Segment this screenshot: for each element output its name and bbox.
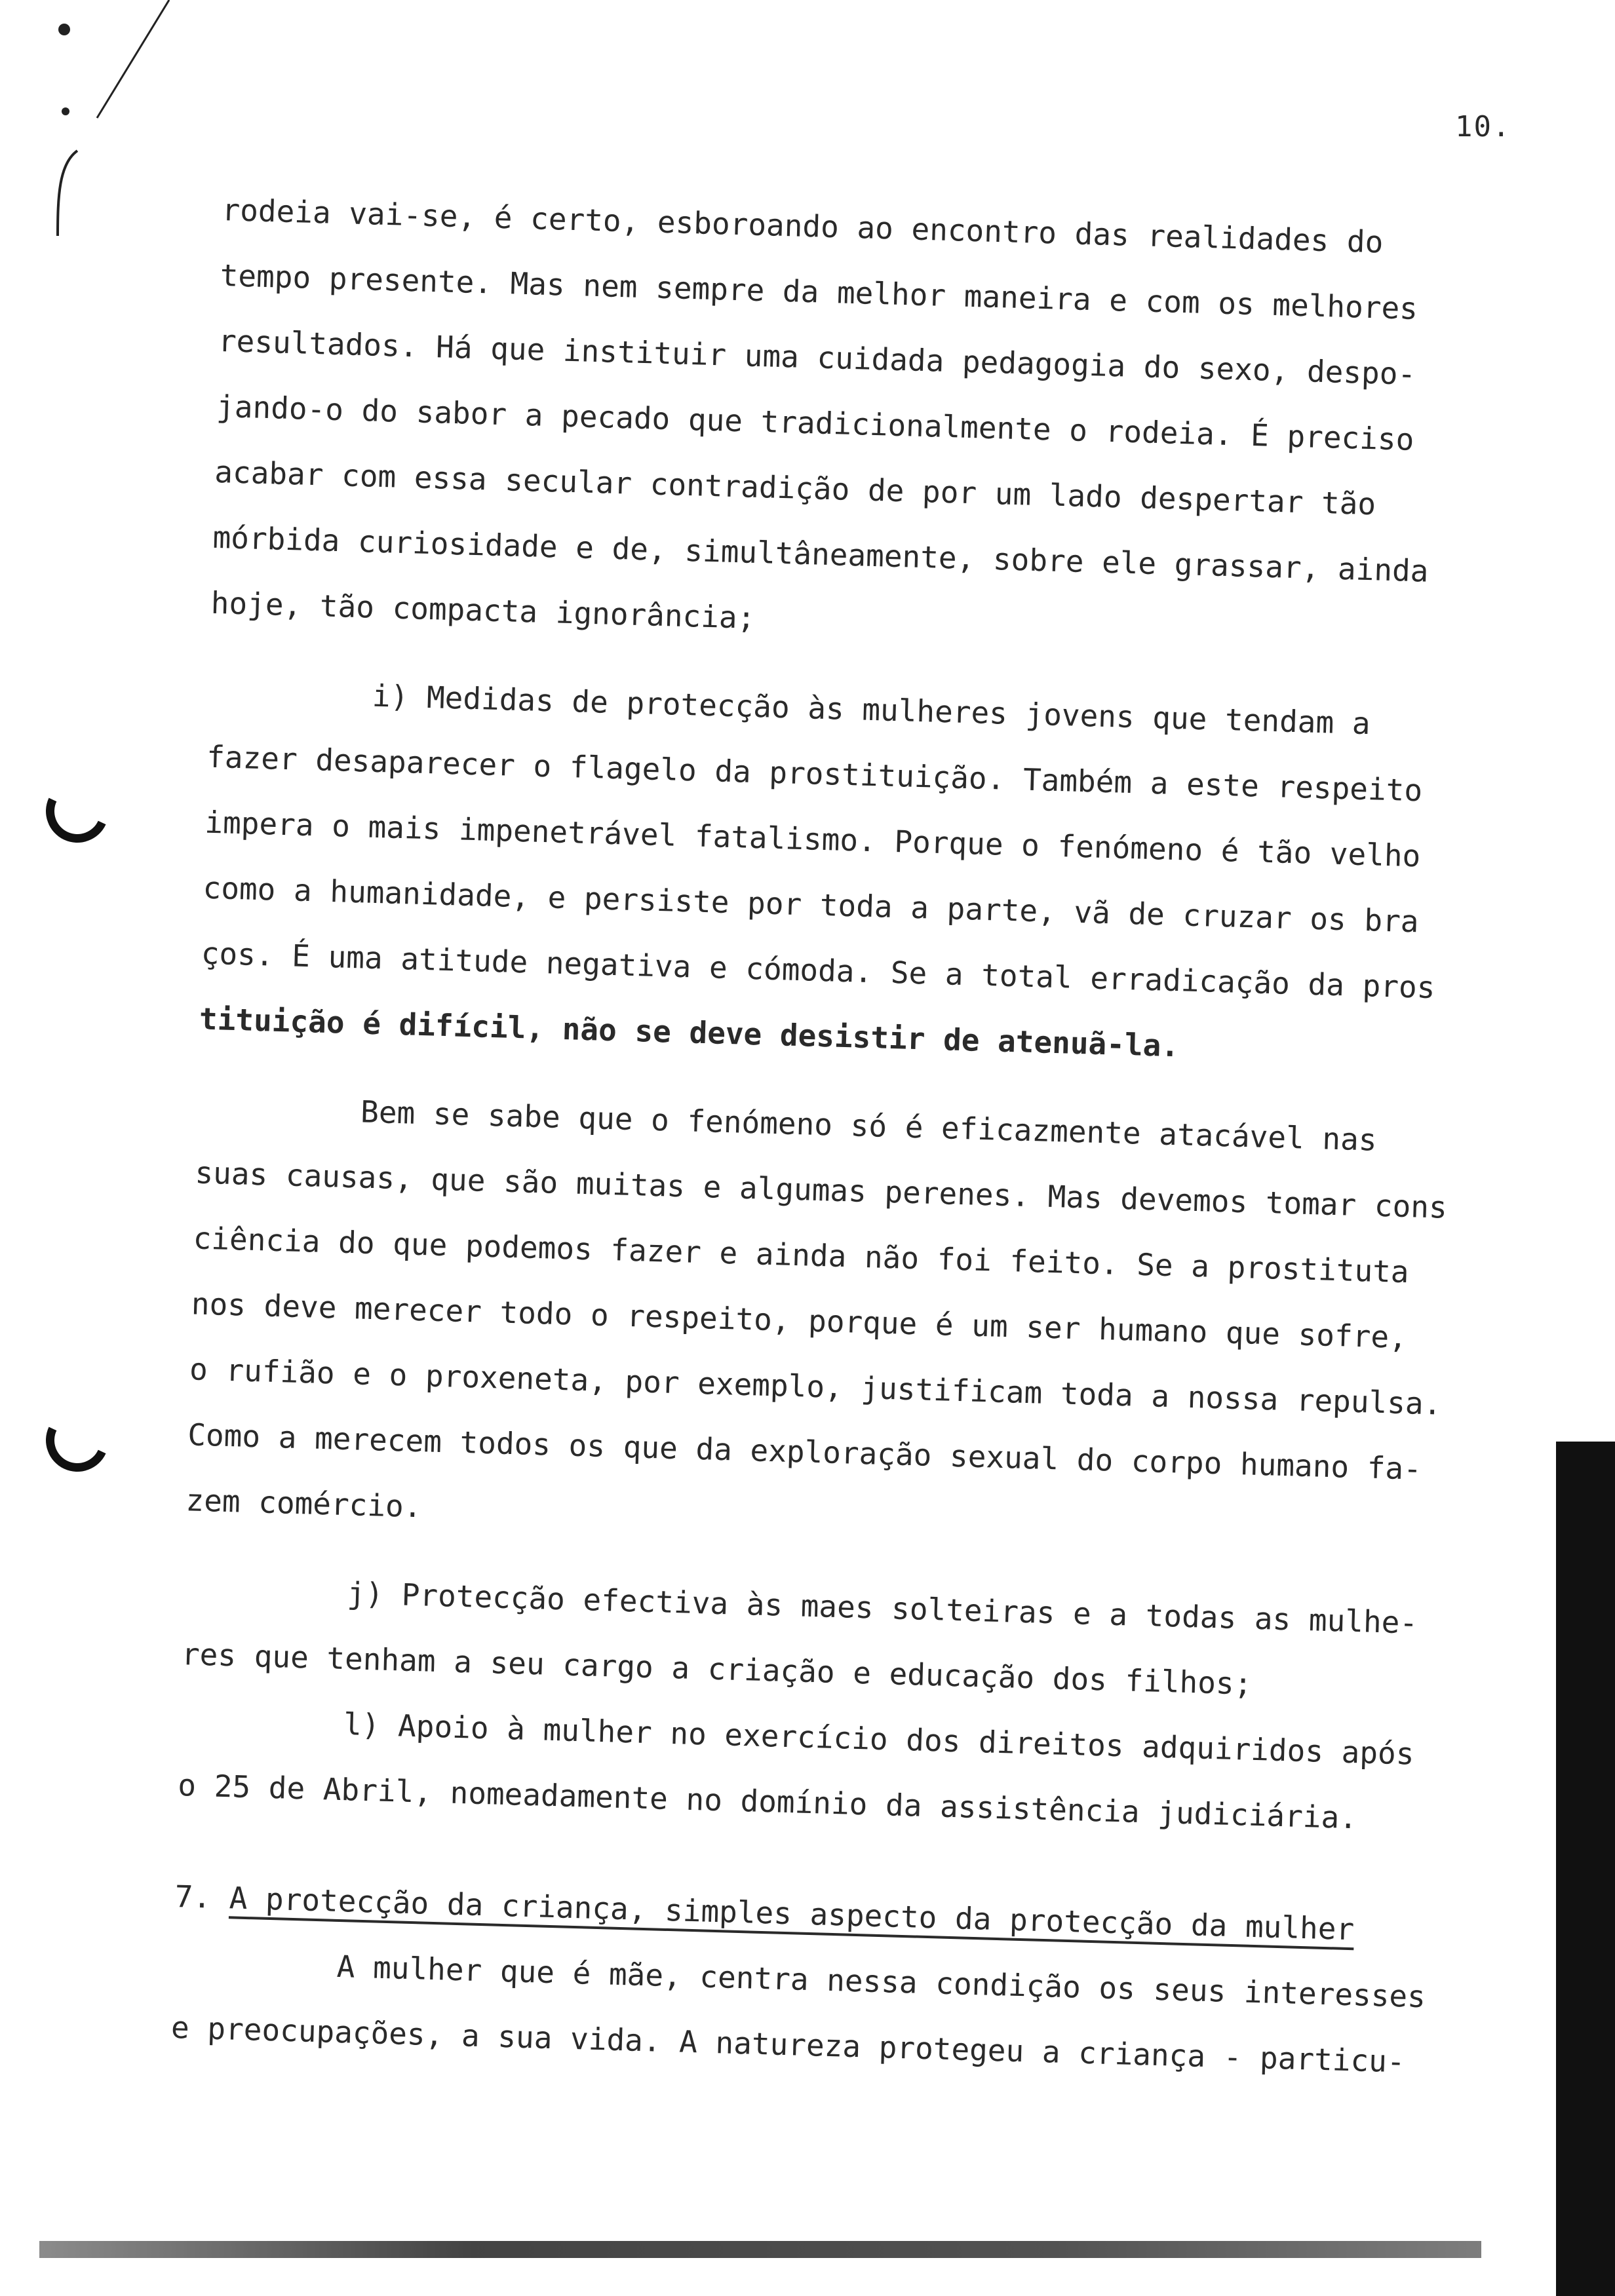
text-line: tituição é difícil, não se deve desistir de atenuã-la. [199,1001,1180,1064]
paragraph-sex-education [210,177,1527,672]
scan-bottom-edge [39,2241,1481,2258]
section-title: A protecção da criança, simples aspecto da protecção da mulher [229,1880,1355,1947]
text-line: e preocupações, a sua vida. A natureza protegeu a criança - particu- [170,2009,1406,2080]
text-line: hoje, tão compacta ignorância; [210,584,756,636]
section-number: 7. [174,1878,212,1915]
text-line: acabar com essa secular contradição de por um lado despertar tão [214,453,1376,522]
margin-pen-mark [18,0,176,249]
text-line: res que tenham a seu cargo a criação e educação dos filhos; [181,1636,1253,1702]
document-body [170,177,1527,2096]
text-line: mórbida curiosidade e de, simultâneamente, sobre ele grassar, ainda [212,519,1430,589]
text-line: resultados. Há que instituir uma cuidada pedagogia do sexo, despo- [218,322,1416,392]
text-line: impera o mais impenetrável fatalismo. Porque o fenómeno é tão velho [204,804,1422,874]
text-line: o 25 de Abril, nomeadamente no domínio da assistência judiciária. [177,1767,1358,1836]
punch-hole-bottom [37,1400,117,1480]
text-line: suas causas, que são muitas e algumas perenes. Mas devemos tomar cons [194,1155,1448,1225]
text-line: j) Protecção efectiva às maes solteiras e a todas as mulhe- [346,1575,1418,1641]
punch-hole-top [37,771,117,851]
text-line: A mulher que é mãe, centra nessa condição os seus interesses [336,1948,1426,2015]
text-line: Bem se sabe que o fenómeno só é eficazmente atacável nas [360,1094,1378,1158]
text-line: o rufião e o proxeneta, por exemplo, justificam toda a nossa repulsa. [189,1351,1443,1422]
text-line: como a humanidade, e persiste por toda a parte, vã de cruzar os bra [202,870,1420,940]
text-line: Como a merecem todos os que da exploração sexual do corpo humano fa- [187,1417,1422,1487]
text-line: rodeia vai-se, é certo, esboroando ao encontro das realidades do [221,191,1384,260]
text-line: nos deve merecer todo o respeito, porque é um ser humano que sofre, [191,1286,1408,1356]
text-line: i) Medidas de protecção às mulheres jovens que tendam a [372,678,1371,742]
text-line: ços. É uma atitude negativa e cómoda. Se a total erradicação da pros [201,935,1436,1006]
scan-edge-shadow [1556,1442,1615,2296]
text-line: tempo presente. Mas nem sempre da melhor maneira e com os melhores [220,257,1418,326]
text-line: l) Apoio à mulher no exercício dos direitos adquiridos após [343,1706,1415,1772]
text-line: zem comércio. [185,1482,423,1525]
text-line: ciência do que podemos fazer e ainda não foi feito. Se a prostituta [193,1220,1410,1290]
paragraph-prostitution-causes [185,1074,1502,1569]
text-line: fazer desaparecer o flagelo da prostituição. Também a este respeito [206,738,1423,809]
page-number: 10. [1455,110,1511,144]
text-line: jando-o do sabor a pecado que tradicionalmente o rodeia. É preciso [216,388,1415,457]
paragraph-item-i [199,659,1513,1088]
